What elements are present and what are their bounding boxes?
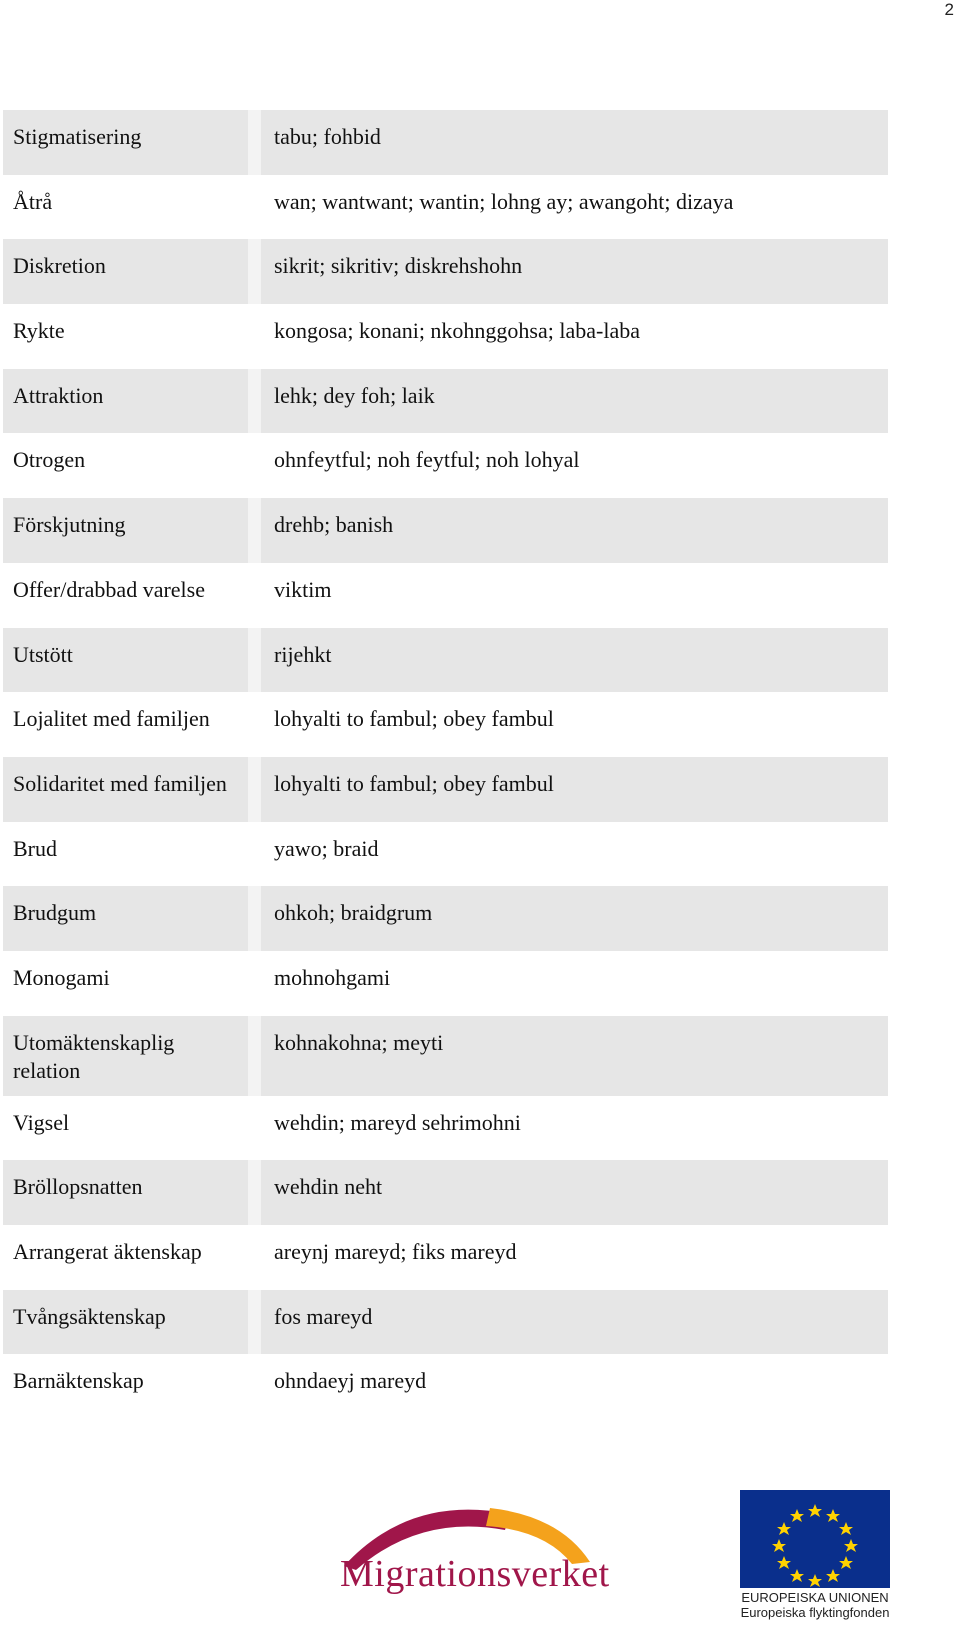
swedish-term: Otrogen xyxy=(3,433,261,498)
swedish-term: Attraktion xyxy=(3,369,261,434)
table-row xyxy=(3,822,888,887)
swedish-term: Utomäktenskaplig relation xyxy=(3,1016,261,1096)
swedish-term: Lojalitet med familjen xyxy=(3,692,261,757)
swedish-term: Åtrå xyxy=(3,175,261,240)
krio-translation: wan; wantwant; wantin; lohng ay; awangoht; dizaya xyxy=(274,188,734,214)
table-row xyxy=(3,239,888,304)
krio-translation: yawo; braid xyxy=(274,835,379,861)
krio-translation: tabu; fohbid xyxy=(261,110,888,175)
swedish-term: Brudgum xyxy=(3,886,261,951)
table-row xyxy=(3,692,888,757)
swedish-term: Utstött xyxy=(3,628,261,693)
table-row xyxy=(3,498,888,563)
migrationsverket-wordmark: Migrationsverket xyxy=(340,1553,610,1595)
krio-translation: lohyalti to fambul; obey fambul xyxy=(261,757,888,822)
table-row xyxy=(3,110,888,175)
swedish-term: Solidaritet med familjen xyxy=(3,757,261,822)
swedish-term: Offer/drabbad varelse xyxy=(3,563,261,628)
table-row xyxy=(3,886,888,951)
table-row xyxy=(3,1354,888,1419)
table-row xyxy=(3,1290,888,1355)
swedish-term: Diskretion xyxy=(3,239,261,304)
krio-translation: kongosa; konani; nkohnggohsa; laba-laba xyxy=(274,318,640,344)
krio-translation: kohnakohna; meyti xyxy=(261,1016,888,1096)
table-row xyxy=(3,1225,888,1290)
krio-translation: wehdin; mareyd sehrimohni xyxy=(274,1109,521,1135)
table-row xyxy=(3,1160,888,1225)
table-row xyxy=(3,433,888,498)
table-row xyxy=(3,757,888,822)
table-row xyxy=(3,951,888,1016)
eu-union-label: EUROPEISKA UNIONEN xyxy=(741,1590,889,1605)
krio-translation: wehdin neht xyxy=(261,1160,888,1225)
krio-translation: lohyalti to fambul; obey fambul xyxy=(274,706,554,732)
krio-translation: fos mareyd xyxy=(261,1290,888,1355)
table-row xyxy=(3,304,888,369)
table-row xyxy=(3,563,888,628)
table-row xyxy=(3,369,888,434)
krio-translation: viktim xyxy=(274,576,332,602)
swedish-term: Tvångsäktenskap xyxy=(3,1290,261,1355)
eu-fund-label: Europeiska flyktingfonden xyxy=(740,1605,890,1620)
table-row xyxy=(3,628,888,693)
glossary-table xyxy=(3,110,888,1419)
krio-translation: sikrit; sikritiv; diskrehshohn xyxy=(261,239,888,304)
table-row xyxy=(3,1096,888,1161)
krio-translation: ohndaeyj mareyd xyxy=(274,1368,427,1394)
eu-logo xyxy=(740,1490,890,1622)
krio-translation: rijehkt xyxy=(261,628,888,693)
table-row xyxy=(3,1016,888,1096)
krio-translation: lehk; dey foh; laik xyxy=(261,369,888,434)
swedish-term: Arrangerat äktenskap xyxy=(3,1225,261,1290)
swedish-term: Bröllopsnatten xyxy=(3,1160,261,1225)
krio-translation: mohnohgami xyxy=(274,964,391,990)
swedish-term: Vigsel xyxy=(3,1096,261,1161)
krio-translation: areynj mareyd; fiks mareyd xyxy=(274,1239,517,1264)
swedish-term: Barnäktenskap xyxy=(3,1354,261,1419)
eu-flag-icon xyxy=(740,1490,890,1588)
swedish-term: Förskjutning xyxy=(3,498,261,563)
page-number: 2 xyxy=(944,0,954,19)
swedish-term: Brud xyxy=(3,822,261,887)
krio-translation: ohnfeytful; noh feytful; noh lohyal xyxy=(274,447,580,473)
swedish-term: Rykte xyxy=(3,304,261,369)
krio-translation: ohkoh; braidgrum xyxy=(261,886,888,951)
krio-translation: drehb; banish xyxy=(261,498,888,563)
table-row xyxy=(3,175,888,240)
swedish-term: Stigmatisering xyxy=(3,110,261,175)
swedish-term: Monogami xyxy=(3,951,261,1016)
migrationsverket-logo xyxy=(340,1500,640,1610)
